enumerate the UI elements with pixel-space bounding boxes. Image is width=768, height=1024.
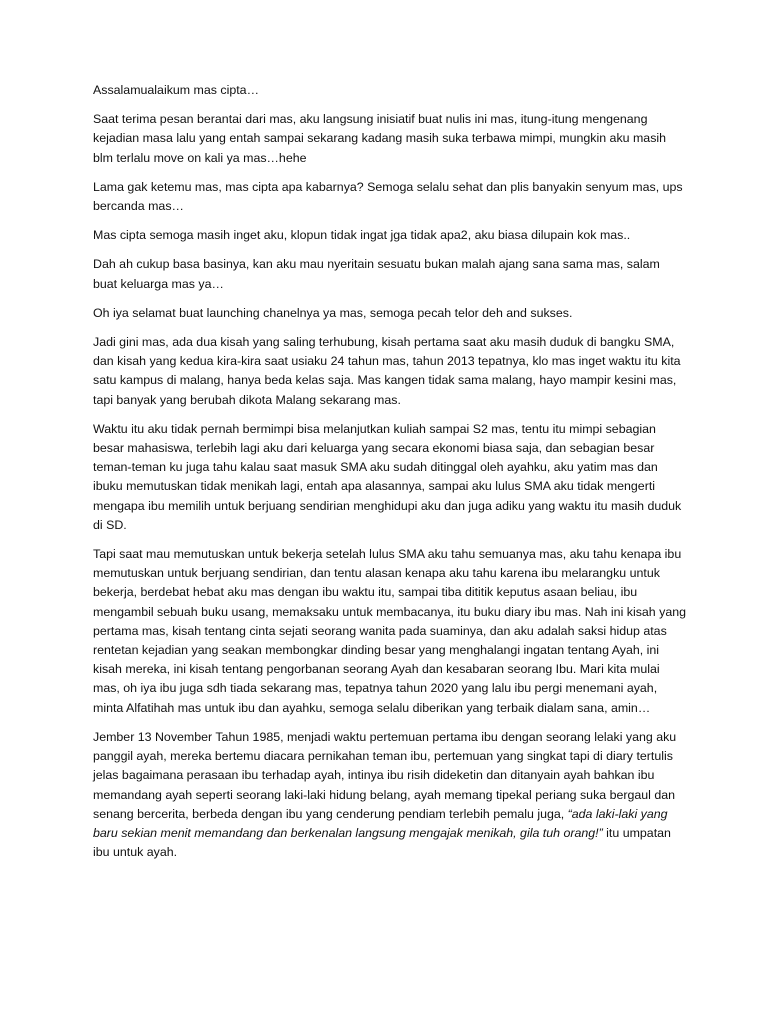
paragraph-inget: Mas cipta semoga masih inget aku, klopun tidak ingat jga tidak apa2, aku biasa dilupain kok mas..: [93, 228, 631, 243]
paragraph-kabar: Lama gak ketemu mas, mas cipta apa kabarnya? Semoga selalu sehat dan plis banyakin senyum mas, ups bercanda mas…: [93, 179, 683, 214]
paragraph-dua-kisah: Jadi gini mas, ada dua kisah yang saling terhubung, kisah pertama saat aku masih duduk di bangku SMA, dan kisah yang kedua kira-kira saat usiaku 24 tahun mas, tahun 2013 tepatnya, klo mas inget waktu itu kita satu kampus di malang, hanya beda kelas saja. Mas kangen tidak sama malang, hayo mampir kesini mas, tapi banyak yang berubah dikota Malang sekarang mas.: [93, 335, 681, 407]
paragraph-jember-text: Jember 13 November Tahun 1985, menjadi waktu pertemuan pertama ibu dengan seorang lelaki yang aku panggil ayah, mereka bertemu diacara pernikahan teman ibu, pertemuan yang singkat tapi di diary tertulis jelas bagaimana perasaan ibu terhadap ayah, intinya ibu risih dideketin dan ditanyain ayah bahkan ibu memandang ayah seperti seorang laki-laki hidung belang, ayah memang tipekal periang suka bergaul dan senang bercerita, berbeda dengan ibu yang cenderung pendiam terlebih pemalu juga,: [93, 729, 677, 821]
quote-text: “ada laki-laki yang baru sekian menit memandang dan berkenalan langsung mengajak menikah, gila tuh orang!”: [93, 806, 668, 840]
paragraph-launching: Oh iya selamat buat launching chanelnya ya mas, semoga pecah telor deh and sukses.: [93, 305, 573, 320]
document-page: [93, 81, 687, 872]
paragraph-greeting: Assalamualaikum mas cipta…: [93, 83, 259, 97]
paragraph-intro: Saat terima pesan berantai dari mas, aku langsung inisiatif buat nulis ini mas, itung-itung mengenang kejadian masa lalu yang entah sampai sekarang kadang masih suka terbawa mimpi, mungkin aku masih blm terlalu move on kali ya mas…hehe: [93, 112, 667, 165]
paragraph-mimpi-s2: Waktu itu aku tidak pernah bermimpi bisa melanjutkan kuliah sampai S2 mas, tentu itu mimpi sebagian besar mahasiswa, terlebih lagi aku dari keluarga yang secara ekonomi biasa saja, dan sebagian besar teman-teman ku juga tahu kalau saat masuk SMA aku sudah ditinggal oleh ayahku, aku yatim mas dan ibuku memutuskan tidak menikah lagi, entah apa alasannya, sampai aku lulus SMA aku tidak mengerti mengapa ibu memilih untuk berjuang sendirian menghidupi aku dan juga adiku yang waktu itu masih duduk di SD.: [93, 421, 682, 532]
paragraph-jember-tail: itu umpatan ibu untuk ayah.: [93, 825, 671, 860]
paragraph-basa-basi: Dah ah cukup basa basinya, kan aku mau nyeritain sesuatu bukan malah ajang sana sama mas, salam buat keluarga mas ya…: [93, 257, 660, 291]
paragraph-jember: [93, 728, 687, 862]
paragraph-kisah-pertama: Tapi saat mau memutuskan untuk bekerja setelah lulus SMA aku tahu semuanya mas, aku tahu kenapa ibu memutuskan untuk berjuang sendirian, dan tentu alasan kenapa aku tahu karena ibu melarangku untuk bekerja, berdebat hebat aku mas dengan ibu waktu itu, sampai tiba dititik keputus asaan beliau, ibu mengambil sebuah buku usang, memaksaku untuk membacanya, itu buku diary ibu mas. Nah ini kisah yang pertama mas, kisah tentang cinta sejati seorang wanita pada suaminya, dan aku adalah saksi hidup atas rentetan kejadian yang seakan membongkar dinding besar yang menghalangi ingatan tentang Ayah, ini kisah mereka, ini kisah tentang pengorbanan seorang Ayah dan kesabaran seorang Ibu. Mari kita mulai mas, oh iya ibu juga sdh tiada sekarang mas, tepatnya tahun 2020 yang lalu ibu pergi menemani ayah, minta Alfatihah mas untuk ibu dan ayahku, semoga selalu diberikan yang terbaik dialam sana, amin…: [93, 547, 687, 715]
